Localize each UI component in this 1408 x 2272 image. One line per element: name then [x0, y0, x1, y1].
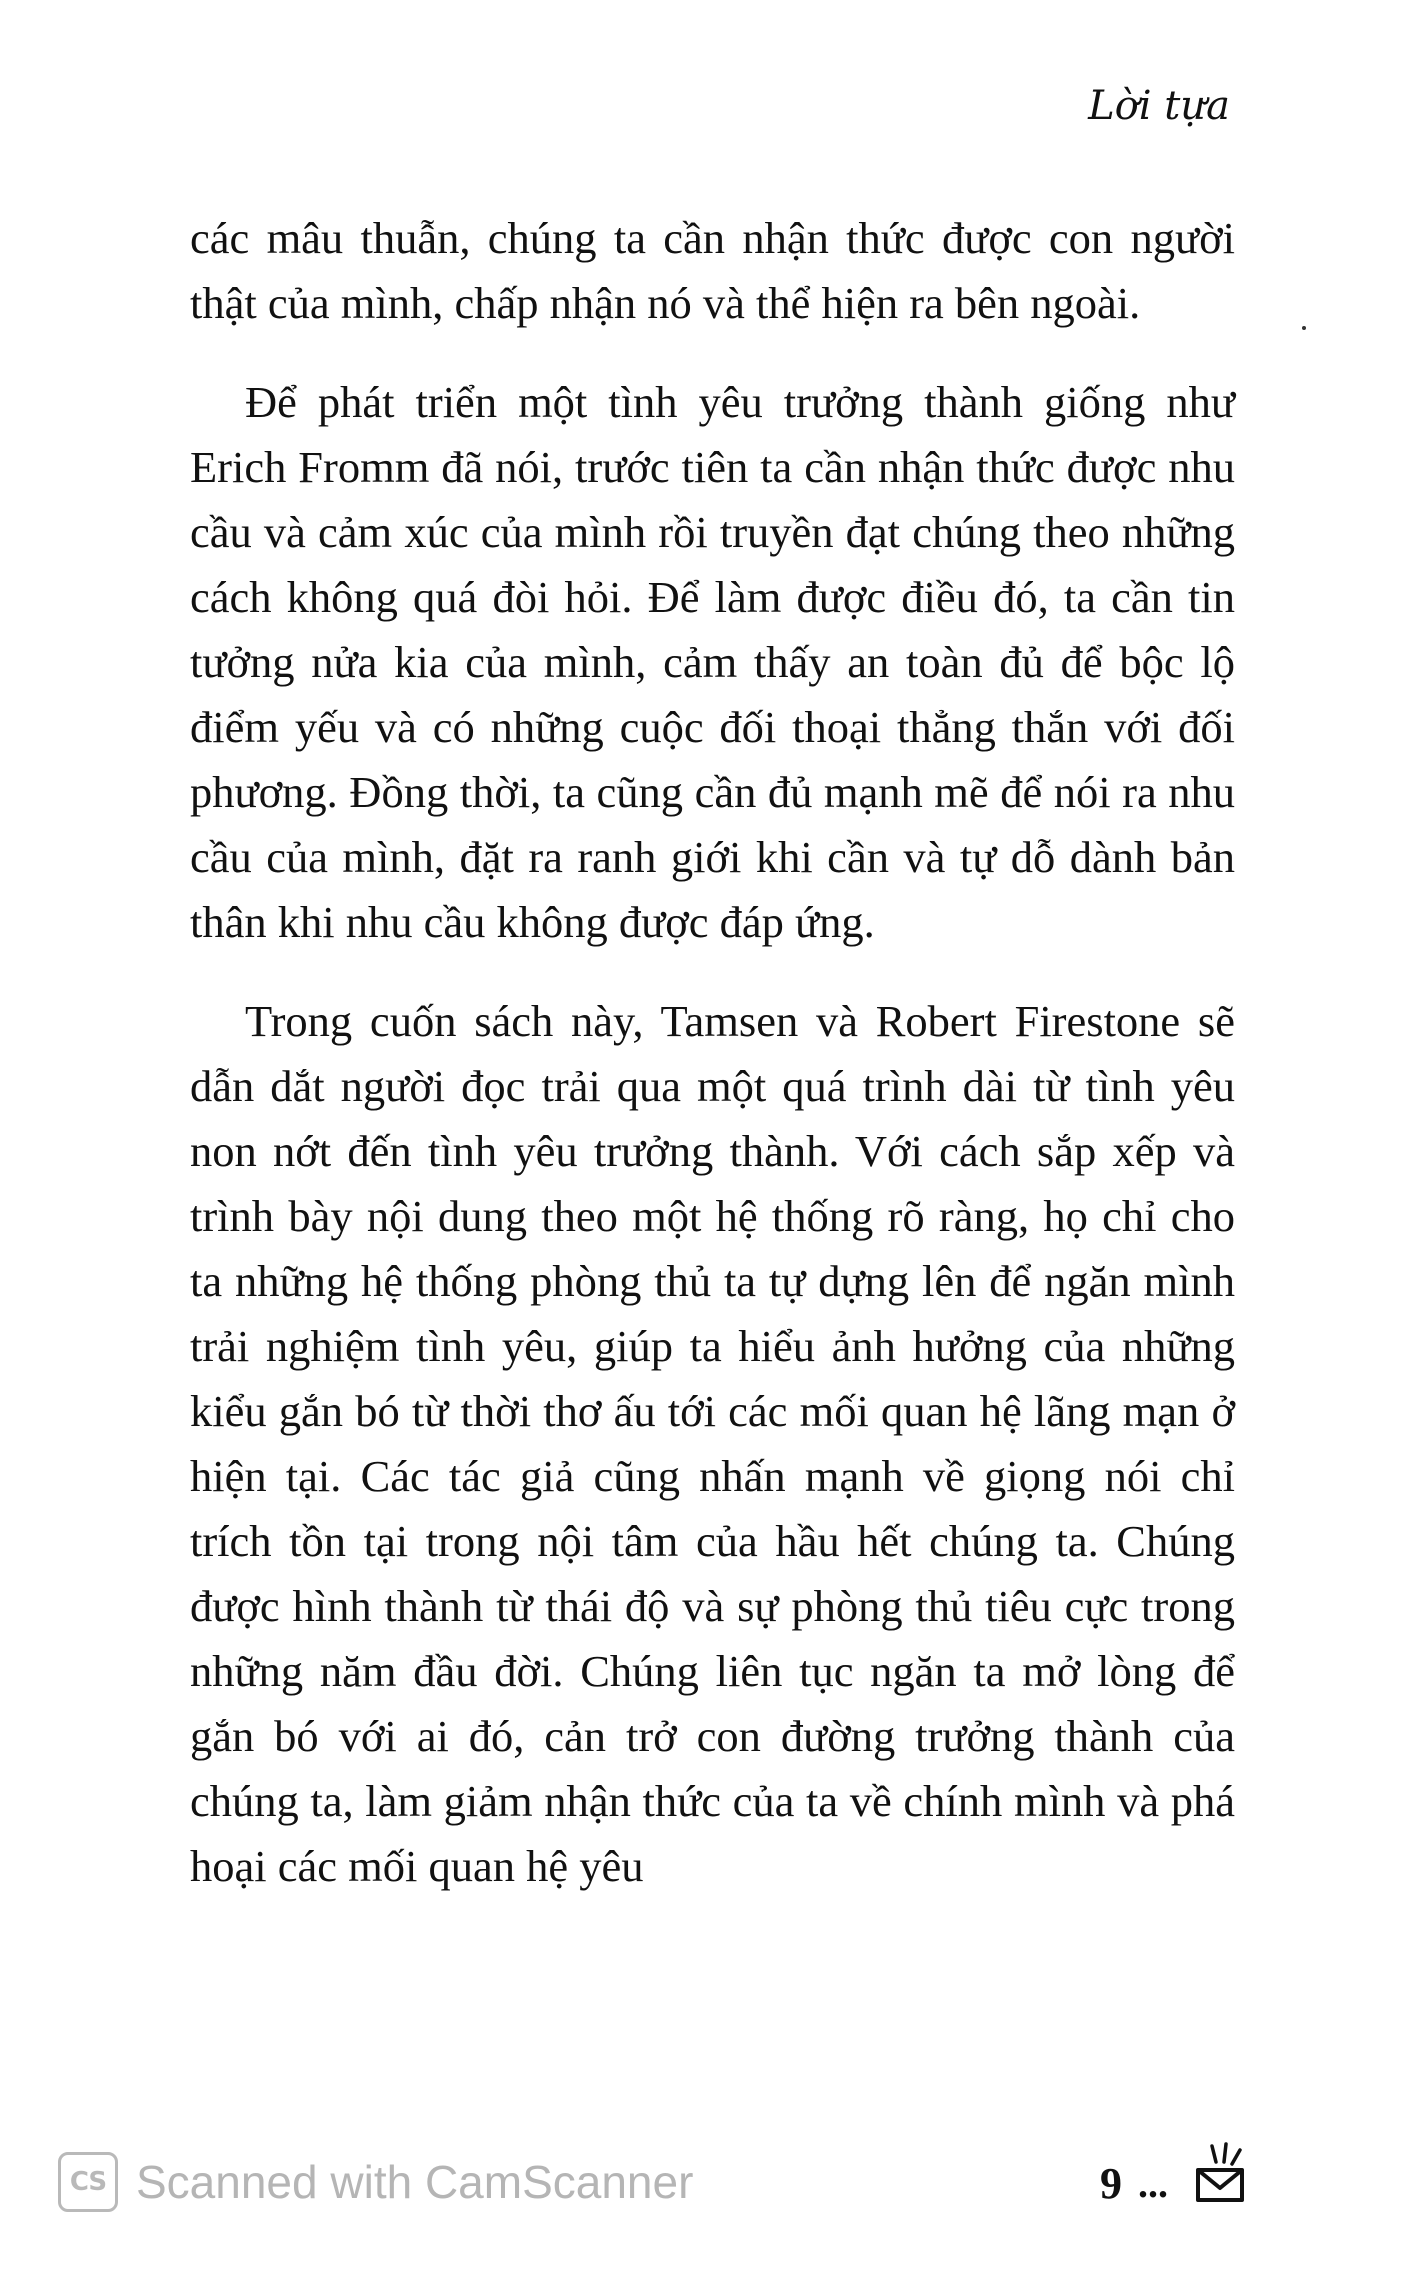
body-text [190, 206, 1235, 1933]
paragraph-book-summary: Trong cuốn sách này, Tamsen và Robert Firestone sẽ dẫn dắt người đọc trải qua một quá trình dài từ tình yêu non nớt đến tình yêu trưởng thành. Với cách sắp xếp và trình bày nội dung theo một hệ thống rõ ràng, họ chỉ cho ta những hệ thống phòng thủ ta tự dựng lên để ngăn mình trải nghiệm tình yêu, giúp ta hiểu ảnh hưởng của những kiểu gắn bó từ thời thơ ấu tới các mối quan hệ lãng mạn ở hiện tại. Các tác giả cũng nhấn mạnh về giọng nói chỉ trích tồn tại trong nội tâm của hầu hết chúng ta. Chúng được hình thành từ thái độ và sự phòng thủ tiêu cực trong những năm đầu đời. Chúng liên tục ngăn ta mở lòng để gắn bó với ai đó, cản trở con đường trưởng thành của chúng ta, làm giảm nhận thức của ta về chính mình và phá hoại các mối quan hệ yêu [190, 996, 1235, 1891]
page-number-ellipsis: ... [1138, 2161, 1168, 2206]
heart-doodle-icon [1190, 2140, 1250, 2210]
scan-speck [1302, 326, 1306, 330]
camscanner-logo: CS [58, 2152, 118, 2212]
camscanner-watermark [58, 2152, 693, 2212]
paragraph-mature-love: Để phát triển một tình yêu trưởng thành giống như Erich Fromm đã nói, trước tiên ta cần nhận thức được nhu cầu và cảm xúc của mình rồi truyền đạt chúng theo những cách không quá đòi hỏi. Để làm được điều đó, ta cần tin tưởng nửa kia của mình, cảm thấy an toàn đủ để bộc lộ điểm yếu và có những cuộc đối thoại thẳng thắn với đối phương. Đồng thời, ta cũng cần đủ mạnh mẽ để nói ra nhu cầu của mình, đặt ra ranh giới khi cần và tự dỗ dành bản thân khi nhu cầu không được đáp ứng. [190, 377, 1235, 947]
running-header: Lời tựa [1088, 83, 1230, 129]
paragraph-continuation: các mâu thuẫn, chúng ta cần nhận thức được con người thật của mình, chấp nhận nó và thể hiện ra bên ngoài. [190, 213, 1235, 328]
watermark-text: Scanned with CamScanner [136, 2156, 694, 2208]
page-footer [0, 2140, 1408, 2240]
page-number: 9 [1100, 2159, 1122, 2208]
